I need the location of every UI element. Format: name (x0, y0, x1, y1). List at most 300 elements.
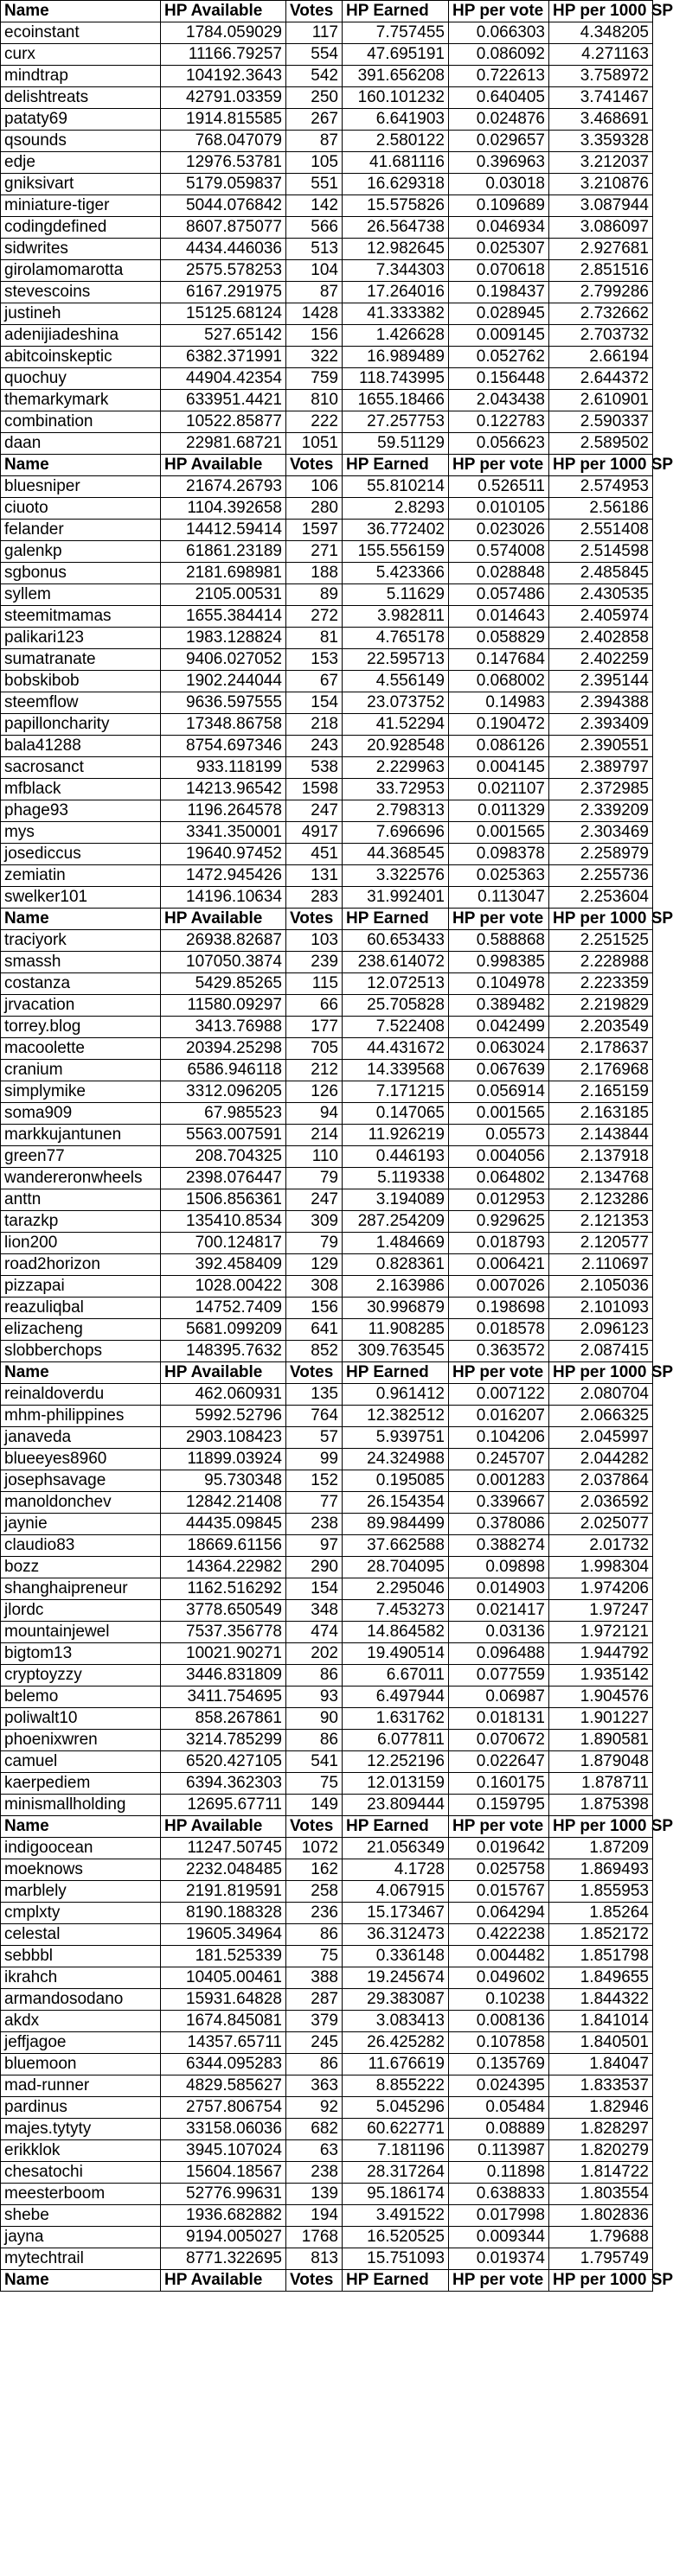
cell-hp-per-vote: 0.022647 (449, 1751, 549, 1773)
cell-hp-per-vote: 0.070618 (449, 260, 549, 282)
table-row (1, 109, 653, 131)
cell-hp-earned: 0.828361 (343, 1254, 449, 1276)
table-row (1, 1470, 653, 1492)
cell-hp-earned: 7.696696 (343, 822, 449, 844)
table-row (1, 87, 653, 109)
cell-hp-per-vote: 0.640405 (449, 87, 549, 109)
cell-hp-available: 462.060931 (161, 1384, 286, 1406)
cell-hp-per-1000-sp: 3.210876 (549, 174, 653, 195)
cell-votes: 250 (286, 87, 343, 109)
cell-name: lion200 (1, 1233, 161, 1254)
table-row (1, 1103, 653, 1125)
cell-hp-per-1000-sp: 2.251525 (549, 930, 653, 952)
cell-hp-available: 2398.076447 (161, 1168, 286, 1189)
cell-hp-per-1000-sp: 2.56186 (549, 498, 653, 520)
cell-hp-earned: 2.580122 (343, 131, 449, 152)
cell-hp-per-vote: 0.929625 (449, 1211, 549, 1233)
column-header-hp-per-1000-sp: HP per 1000 SP (549, 909, 653, 930)
cell-votes: 551 (286, 174, 343, 195)
cell-hp-available: 20394.25298 (161, 1038, 286, 1060)
cell-hp-earned: 0.147065 (343, 1103, 449, 1125)
cell-hp-earned: 11.676619 (343, 2054, 449, 2075)
table-row (1, 2184, 653, 2205)
table-row (1, 1622, 653, 1643)
cell-hp-available: 4829.585627 (161, 2075, 286, 2097)
table-row (1, 2248, 653, 2270)
cell-hp-per-vote: 0.363572 (449, 1341, 549, 1362)
cell-hp-per-vote: 0.007026 (449, 1276, 549, 1298)
cell-hp-per-vote: 0.028945 (449, 303, 549, 325)
cell-hp-per-1000-sp: 2.203549 (549, 1017, 653, 1038)
cell-hp-earned: 11.926219 (343, 1125, 449, 1146)
cell-hp-available: 11899.03924 (161, 1449, 286, 1470)
cell-hp-per-1000-sp: 2.176968 (549, 1060, 653, 1081)
cell-hp-per-vote: 0.638833 (449, 2184, 549, 2205)
cell-hp-per-vote: 0.024876 (449, 109, 549, 131)
cell-hp-per-vote: 0.004482 (449, 1946, 549, 1967)
cell-name: smassh (1, 952, 161, 973)
cell-hp-available: 52776.99631 (161, 2184, 286, 2205)
cell-hp-per-vote: 0.122783 (449, 411, 549, 433)
cell-hp-per-vote: 0.004056 (449, 1146, 549, 1168)
cell-name: manoldonchev (1, 1492, 161, 1514)
cell-name: josediccus (1, 844, 161, 865)
cell-name: bozz (1, 1557, 161, 1578)
cell-hp-earned: 33.72953 (343, 779, 449, 800)
cell-name: phage93 (1, 800, 161, 822)
cell-hp-per-1000-sp: 2.255736 (549, 865, 653, 887)
cell-name: costanza (1, 973, 161, 995)
cell-name: belemo (1, 1687, 161, 1708)
cell-hp-earned: 2.229963 (343, 757, 449, 779)
cell-hp-earned: 28.704095 (343, 1557, 449, 1578)
cell-votes: 149 (286, 1795, 343, 1816)
cell-hp-per-vote: 0.025758 (449, 1859, 549, 1881)
cell-hp-per-1000-sp: 1.814722 (549, 2162, 653, 2184)
column-header-hp-per-vote: HP per vote (449, 909, 549, 930)
cell-hp-earned: 2.163986 (343, 1276, 449, 1298)
cell-hp-per-vote: 0.011329 (449, 800, 549, 822)
cell-votes: 115 (286, 973, 343, 995)
cell-hp-earned: 95.186174 (343, 2184, 449, 2205)
cell-hp-per-1000-sp: 2.644372 (549, 368, 653, 390)
cell-hp-earned: 15.173467 (343, 1903, 449, 1924)
cell-votes: 308 (286, 1276, 343, 1298)
cell-hp-per-vote: 0.042499 (449, 1017, 549, 1038)
cell-hp-available: 1784.059029 (161, 22, 286, 44)
table-row (1, 347, 653, 368)
table-row (1, 1211, 653, 1233)
column-header-votes: Votes (286, 1816, 343, 1838)
table-row (1, 174, 653, 195)
cell-hp-per-1000-sp: 1.972121 (549, 1622, 653, 1643)
cell-hp-per-vote: 0.025363 (449, 865, 549, 887)
cell-votes: 1597 (286, 520, 343, 541)
table-row (1, 1341, 653, 1362)
cell-hp-per-1000-sp: 1.851798 (549, 1946, 653, 1967)
column-header-name: Name (1, 1, 161, 22)
cell-name: shebe (1, 2205, 161, 2227)
column-header-hp-per-1000-sp: HP per 1000 SP (549, 1, 653, 22)
table-body (1, 1, 673, 2292)
cell-votes: 99 (286, 1449, 343, 1470)
column-header-hp-earned: HP Earned (343, 1, 449, 22)
cell-hp-available: 2903.108423 (161, 1427, 286, 1449)
cell-hp-earned: 309.763545 (343, 1341, 449, 1362)
cell-hp-earned: 5.119338 (343, 1168, 449, 1189)
cell-hp-available: 208.704325 (161, 1146, 286, 1168)
cell-hp-earned: 47.695191 (343, 44, 449, 66)
table-row (1, 44, 653, 66)
cell-hp-per-1000-sp: 1.879048 (549, 1751, 653, 1773)
cell-votes: 245 (286, 2032, 343, 2054)
cell-hp-per-vote: 0.526511 (449, 476, 549, 498)
cell-name: galenkp (1, 541, 161, 563)
cell-hp-per-1000-sp: 2.799286 (549, 282, 653, 303)
cell-hp-available: 10522.85877 (161, 411, 286, 433)
cell-hp-earned: 19.490514 (343, 1643, 449, 1665)
cell-hp-earned: 6.67011 (343, 1665, 449, 1687)
cell-votes: 4917 (286, 822, 343, 844)
cell-hp-per-vote: 0.05573 (449, 1125, 549, 1146)
cell-hp-earned: 12.382512 (343, 1406, 449, 1427)
cell-hp-available: 12842.21408 (161, 1492, 286, 1514)
cell-votes: 105 (286, 152, 343, 174)
cell-hp-per-vote: 0.096488 (449, 1643, 549, 1665)
cell-hp-earned: 26.564738 (343, 217, 449, 239)
cell-votes: 474 (286, 1622, 343, 1643)
cell-hp-per-1000-sp: 3.468691 (549, 109, 653, 131)
cell-name: celestal (1, 1924, 161, 1946)
cell-hp-available: 14196.10634 (161, 887, 286, 909)
table-row (1, 1859, 653, 1881)
cell-hp-earned: 55.810214 (343, 476, 449, 498)
cell-hp-available: 392.458409 (161, 1254, 286, 1276)
cell-hp-per-vote: 0.077559 (449, 1665, 549, 1687)
cell-hp-per-vote: 0.104206 (449, 1427, 549, 1449)
cell-votes: 156 (286, 325, 343, 347)
cell-hp-available: 700.124817 (161, 1233, 286, 1254)
cell-votes: 87 (286, 282, 343, 303)
cell-name: qsounds (1, 131, 161, 152)
cell-hp-available: 3778.650549 (161, 1600, 286, 1622)
table-row (1, 1838, 653, 1859)
cell-hp-available: 6382.371991 (161, 347, 286, 368)
column-header-name: Name (1, 2270, 161, 2292)
table-row (1, 1946, 653, 1967)
cell-name: tarazkp (1, 1211, 161, 1233)
table-row (1, 1708, 653, 1730)
cell-hp-per-1000-sp: 1.869493 (549, 1859, 653, 1881)
table-row (1, 476, 653, 498)
column-header-votes: Votes (286, 2270, 343, 2292)
cell-name: janaveda (1, 1427, 161, 1449)
cell-hp-per-1000-sp: 1.849655 (549, 1967, 653, 1989)
cell-hp-available: 1162.516292 (161, 1578, 286, 1600)
cell-hp-available: 3945.107024 (161, 2140, 286, 2162)
column-header-hp-earned: HP Earned (343, 455, 449, 476)
cell-hp-earned: 160.101232 (343, 87, 449, 109)
cell-votes: 379 (286, 2011, 343, 2032)
cell-hp-per-1000-sp: 1.944792 (549, 1643, 653, 1665)
table-row (1, 2227, 653, 2248)
cell-votes: 66 (286, 995, 343, 1017)
cell-hp-earned: 89.984499 (343, 1514, 449, 1535)
header-row (1, 1362, 653, 1384)
cell-hp-available: 1196.264578 (161, 800, 286, 822)
cell-name: bluesniper (1, 476, 161, 498)
cell-votes: 152 (286, 1470, 343, 1492)
table-row (1, 1492, 653, 1514)
table-row (1, 2140, 653, 2162)
cell-hp-per-vote: 0.021107 (449, 779, 549, 800)
table-row (1, 1081, 653, 1103)
header-row (1, 455, 653, 476)
cell-votes: 57 (286, 1427, 343, 1449)
cell-hp-available: 104192.3643 (161, 66, 286, 87)
cell-hp-earned: 3.194089 (343, 1189, 449, 1211)
column-header-hp-per-vote: HP per vote (449, 2270, 549, 2292)
cell-name: abitcoinskeptic (1, 347, 161, 368)
cell-votes: 142 (286, 195, 343, 217)
cell-hp-per-vote: 0.046934 (449, 217, 549, 239)
cell-votes: 852 (286, 1341, 343, 1362)
cell-hp-per-1000-sp: 1.828297 (549, 2119, 653, 2140)
cell-name: ecoinstant (1, 22, 161, 44)
cell-name: armandosodano (1, 1989, 161, 2011)
cell-votes: 541 (286, 1751, 343, 1773)
cell-votes: 309 (286, 1211, 343, 1233)
table-row (1, 757, 653, 779)
column-header-hp-per-vote: HP per vote (449, 1, 549, 22)
cell-hp-per-1000-sp: 2.025077 (549, 1514, 653, 1535)
cell-name: sacrosanct (1, 757, 161, 779)
cell-hp-per-1000-sp: 1.803554 (549, 2184, 653, 2205)
table-row (1, 433, 653, 455)
cell-votes: 86 (286, 1924, 343, 1946)
cell-hp-per-vote: 0.198437 (449, 282, 549, 303)
cell-hp-earned: 12.252196 (343, 1751, 449, 1773)
cell-hp-available: 18669.61156 (161, 1535, 286, 1557)
table-row (1, 606, 653, 628)
table-row (1, 1535, 653, 1557)
cell-hp-earned: 23.809444 (343, 1795, 449, 1816)
cell-hp-per-1000-sp: 2.228988 (549, 952, 653, 973)
cell-hp-per-1000-sp: 2.096123 (549, 1319, 653, 1341)
cell-hp-per-1000-sp: 3.087944 (549, 195, 653, 217)
cell-hp-per-vote: 0.021417 (449, 1600, 549, 1622)
table-row (1, 671, 653, 692)
table-row (1, 368, 653, 390)
cell-hp-available: 15931.64828 (161, 1989, 286, 2011)
cell-hp-earned: 5.11629 (343, 584, 449, 606)
cell-name: indigoocean (1, 1838, 161, 1859)
cell-hp-earned: 30.996879 (343, 1298, 449, 1319)
column-header-hp-per-1000-sp: HP per 1000 SP (549, 1362, 653, 1384)
cell-votes: 93 (286, 1687, 343, 1708)
cell-hp-per-vote: 0.057486 (449, 584, 549, 606)
table-row (1, 1189, 653, 1211)
cell-hp-per-1000-sp: 4.348205 (549, 22, 653, 44)
cell-name: mhm-philippines (1, 1406, 161, 1427)
cell-hp-available: 3341.350001 (161, 822, 286, 844)
cell-hp-per-1000-sp: 2.589502 (549, 433, 653, 455)
cell-hp-per-vote: 0.012953 (449, 1189, 549, 1211)
cell-name: mad-runner (1, 2075, 161, 2097)
cell-hp-per-1000-sp: 2.219829 (549, 995, 653, 1017)
cell-votes: 1598 (286, 779, 343, 800)
table-row (1, 411, 653, 433)
table-row (1, 1017, 653, 1038)
cell-hp-per-1000-sp: 2.045997 (549, 1427, 653, 1449)
cell-hp-per-1000-sp: 2.485845 (549, 563, 653, 584)
cell-hp-per-vote: 0.339667 (449, 1492, 549, 1514)
cell-hp-per-1000-sp: 2.339209 (549, 800, 653, 822)
cell-hp-per-1000-sp: 2.037864 (549, 1470, 653, 1492)
cell-hp-per-vote: 0.001565 (449, 822, 549, 844)
cell-hp-per-1000-sp: 2.080704 (549, 1384, 653, 1406)
cell-hp-per-vote: 0.016207 (449, 1406, 549, 1427)
cell-hp-earned: 6.077811 (343, 1730, 449, 1751)
cell-votes: 1428 (286, 303, 343, 325)
cell-name: swelker101 (1, 887, 161, 909)
cell-hp-per-vote: 0.018131 (449, 1708, 549, 1730)
cell-hp-per-vote: 0.03136 (449, 1622, 549, 1643)
cell-hp-per-vote: 0.147684 (449, 649, 549, 671)
column-header-hp-earned: HP Earned (343, 1816, 449, 1838)
cell-hp-available: 3411.754695 (161, 1687, 286, 1708)
cell-hp-earned: 155.556159 (343, 541, 449, 563)
cell-hp-per-1000-sp: 1.802836 (549, 2205, 653, 2227)
table-row (1, 1773, 653, 1795)
cell-votes: 290 (286, 1557, 343, 1578)
cell-hp-available: 95.730348 (161, 1470, 286, 1492)
column-header-hp-available: HP Available (161, 909, 286, 930)
cell-hp-earned: 24.324988 (343, 1449, 449, 1470)
table-row (1, 1751, 653, 1773)
cell-hp-available: 5992.52796 (161, 1406, 286, 1427)
cell-hp-available: 633951.4421 (161, 390, 286, 411)
cell-votes: 135 (286, 1384, 343, 1406)
table-row (1, 1384, 653, 1406)
cell-hp-earned: 7.522408 (343, 1017, 449, 1038)
cell-hp-per-1000-sp: 1.844322 (549, 1989, 653, 2011)
cell-hp-earned: 44.368545 (343, 844, 449, 865)
cell-votes: 538 (286, 757, 343, 779)
cell-hp-available: 5429.85265 (161, 973, 286, 995)
cell-hp-per-vote: 0.08889 (449, 2119, 549, 2140)
cell-hp-per-vote: 0.010105 (449, 498, 549, 520)
cell-hp-available: 12976.53781 (161, 152, 286, 174)
cell-hp-earned: 0.961412 (343, 1384, 449, 1406)
cell-name: cryptoyzzy (1, 1665, 161, 1687)
column-header-hp-per-1000-sp: HP per 1000 SP (549, 1816, 653, 1838)
cell-hp-earned: 15.751093 (343, 2248, 449, 2270)
cell-hp-available: 9194.005027 (161, 2227, 286, 2248)
cell-hp-per-vote: 0.064294 (449, 1903, 549, 1924)
cell-hp-earned: 3.083413 (343, 2011, 449, 2032)
cell-name: soma909 (1, 1103, 161, 1125)
column-header-hp-earned: HP Earned (343, 2270, 449, 2292)
cell-hp-earned: 22.595713 (343, 649, 449, 671)
cell-hp-earned: 59.51129 (343, 433, 449, 455)
cell-hp-per-vote: 0.014643 (449, 606, 549, 628)
table-row (1, 1233, 653, 1254)
column-header-votes: Votes (286, 1, 343, 22)
table-row (1, 952, 653, 973)
cell-hp-per-vote: 0.019642 (449, 1838, 549, 1859)
cell-hp-available: 21674.26793 (161, 476, 286, 498)
cell-hp-available: 933.118199 (161, 757, 286, 779)
cell-hp-per-vote: 0.067639 (449, 1060, 549, 1081)
cell-name: steemitmamas (1, 606, 161, 628)
cell-hp-earned: 21.056349 (343, 1838, 449, 1859)
cell-votes: 104 (286, 260, 343, 282)
column-header-hp-per-1000-sp: HP per 1000 SP (549, 455, 653, 476)
cell-votes: 238 (286, 1514, 343, 1535)
table-row (1, 1557, 653, 1578)
cell-name: themarkymark (1, 390, 161, 411)
cell-hp-per-vote: 0.06987 (449, 1687, 549, 1708)
cell-hp-available: 1674.845081 (161, 2011, 286, 2032)
cell-name: pardinus (1, 2097, 161, 2119)
cell-hp-per-vote: 0.025307 (449, 239, 549, 260)
table-row (1, 1406, 653, 1427)
cell-hp-per-vote: 0.056914 (449, 1081, 549, 1103)
cell-votes: 154 (286, 692, 343, 714)
cell-name: daan (1, 433, 161, 455)
cell-name: stevescoins (1, 282, 161, 303)
cell-hp-per-1000-sp: 1.82946 (549, 2097, 653, 2119)
cell-hp-per-1000-sp: 2.105036 (549, 1276, 653, 1298)
table-row (1, 1449, 653, 1470)
table-row (1, 1168, 653, 1189)
cell-name: jrvacation (1, 995, 161, 1017)
cell-hp-earned: 17.264016 (343, 282, 449, 303)
cell-hp-available: 9636.597555 (161, 692, 286, 714)
cell-hp-per-1000-sp: 2.405974 (549, 606, 653, 628)
cell-name: zemiatin (1, 865, 161, 887)
cell-name: felander (1, 520, 161, 541)
cell-votes: 77 (286, 1492, 343, 1514)
cell-hp-earned: 0.195085 (343, 1470, 449, 1492)
cell-hp-earned: 37.662588 (343, 1535, 449, 1557)
table-row (1, 282, 653, 303)
cell-hp-earned: 12.982645 (343, 239, 449, 260)
column-header-hp-available: HP Available (161, 455, 286, 476)
table-row (1, 1600, 653, 1622)
cell-hp-per-1000-sp: 2.101093 (549, 1298, 653, 1319)
cell-hp-per-vote: 0.11898 (449, 2162, 549, 2184)
cell-votes: 202 (286, 1643, 343, 1665)
cell-hp-per-vote: 0.245707 (449, 1449, 549, 1470)
cell-hp-per-1000-sp: 1.87209 (549, 1838, 653, 1859)
cell-hp-available: 14357.65711 (161, 2032, 286, 2054)
cell-hp-per-1000-sp: 2.253604 (549, 887, 653, 909)
cell-hp-per-vote: 0.066303 (449, 22, 549, 44)
cell-hp-available: 61861.23189 (161, 541, 286, 563)
cell-name: pizzapai (1, 1276, 161, 1298)
cell-votes: 117 (286, 22, 343, 44)
table-row (1, 2205, 653, 2227)
cell-votes: 283 (286, 887, 343, 909)
column-header-votes: Votes (286, 1362, 343, 1384)
cell-hp-earned: 287.254209 (343, 1211, 449, 1233)
cell-hp-per-vote: 0.086126 (449, 736, 549, 757)
cell-hp-per-1000-sp: 1.875398 (549, 1795, 653, 1816)
cell-hp-per-1000-sp: 1.890581 (549, 1730, 653, 1751)
cell-hp-earned: 0.336148 (343, 1946, 449, 1967)
